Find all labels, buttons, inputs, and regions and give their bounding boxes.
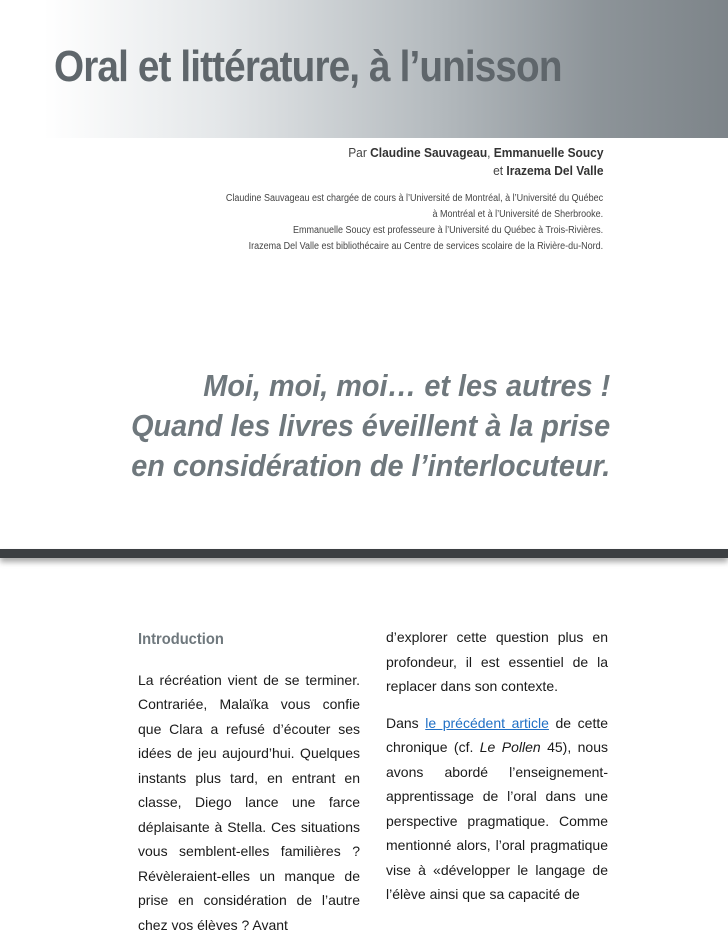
- bio-line: Emmanuelle Soucy est professeure à l’Université du Québec à Trois-Rivières.: [292, 225, 603, 236]
- journal-name: Le Pollen: [479, 739, 541, 755]
- text-run: 45), nous avons abordé l’enseignement-apprentissage de l’oral dans une perspective pragmatique. Comme mentionné alors, l’oral pragmatique vise à «développer le langage de l’élève ainsi que sa capacité de: [386, 739, 608, 902]
- byline-conjunction: et: [492, 163, 503, 178]
- author-name-2: Emmanuelle Soucy: [493, 145, 603, 160]
- article-title: Oral et littérature, à l’unisson: [54, 42, 562, 91]
- section-heading-introduction: Introduction: [138, 631, 224, 648]
- paragraph-previous-article: [386, 711, 608, 907]
- intro-paragraph: La récréation vient de se terminer. Contrariée, Malaïka vous confie que Clara a refusé d’écouter ses idées de jeu aujourd’hui. Quelques instants plus tard, en entrant en classe, Diego lance une farce déplaisante à Stella. Ces situations vous semblent-elles familières ? Révèleraient-elles un manque de prise en considération de l’autre chez vos élèves ? Avant: [138, 671, 360, 933]
- byline-prefix: Par: [347, 145, 367, 160]
- text-run: Dans: [386, 714, 426, 731]
- subtitle-line-2: Quand les livres éveillent à la prise: [130, 408, 610, 443]
- author-name-1: Claudine Sauvageau: [369, 145, 487, 160]
- article-subtitle: [131, 366, 610, 486]
- author-name-3: Irazema Del Valle: [505, 163, 603, 178]
- body-column-left: [138, 628, 360, 937]
- byline-line-1: [348, 144, 603, 162]
- text-run: de cette chronique (cf.: [386, 714, 609, 755]
- paragraph-context: d’explorer cette question plus en profondeur, il est essentiel de la replacer dans son contexte.: [386, 629, 608, 694]
- subtitle-line-1: Moi, moi, moi… et les autres !: [203, 368, 610, 403]
- bio-line: Irazema Del Valle est bibliothécaire au Centre de services scolaire de la Rivière-du-Nord.: [248, 241, 603, 252]
- byline-separator: ,: [486, 145, 490, 160]
- previous-article-link[interactable]: le précédent article: [425, 714, 549, 731]
- body-column-right: [386, 625, 608, 907]
- byline: [348, 144, 603, 180]
- subtitle-line-3: en considération de l’interlocuteur.: [131, 448, 610, 483]
- bio-line: Claudine Sauvageau est chargée de cours à l’Université de Montréal, à l’Université du Québec: [225, 193, 603, 204]
- byline-line-2: [348, 162, 603, 180]
- section-divider: [0, 549, 728, 558]
- bio-line: à Montréal et à l’Université de Sherbrooke.: [432, 209, 603, 220]
- author-bios: [226, 191, 603, 255]
